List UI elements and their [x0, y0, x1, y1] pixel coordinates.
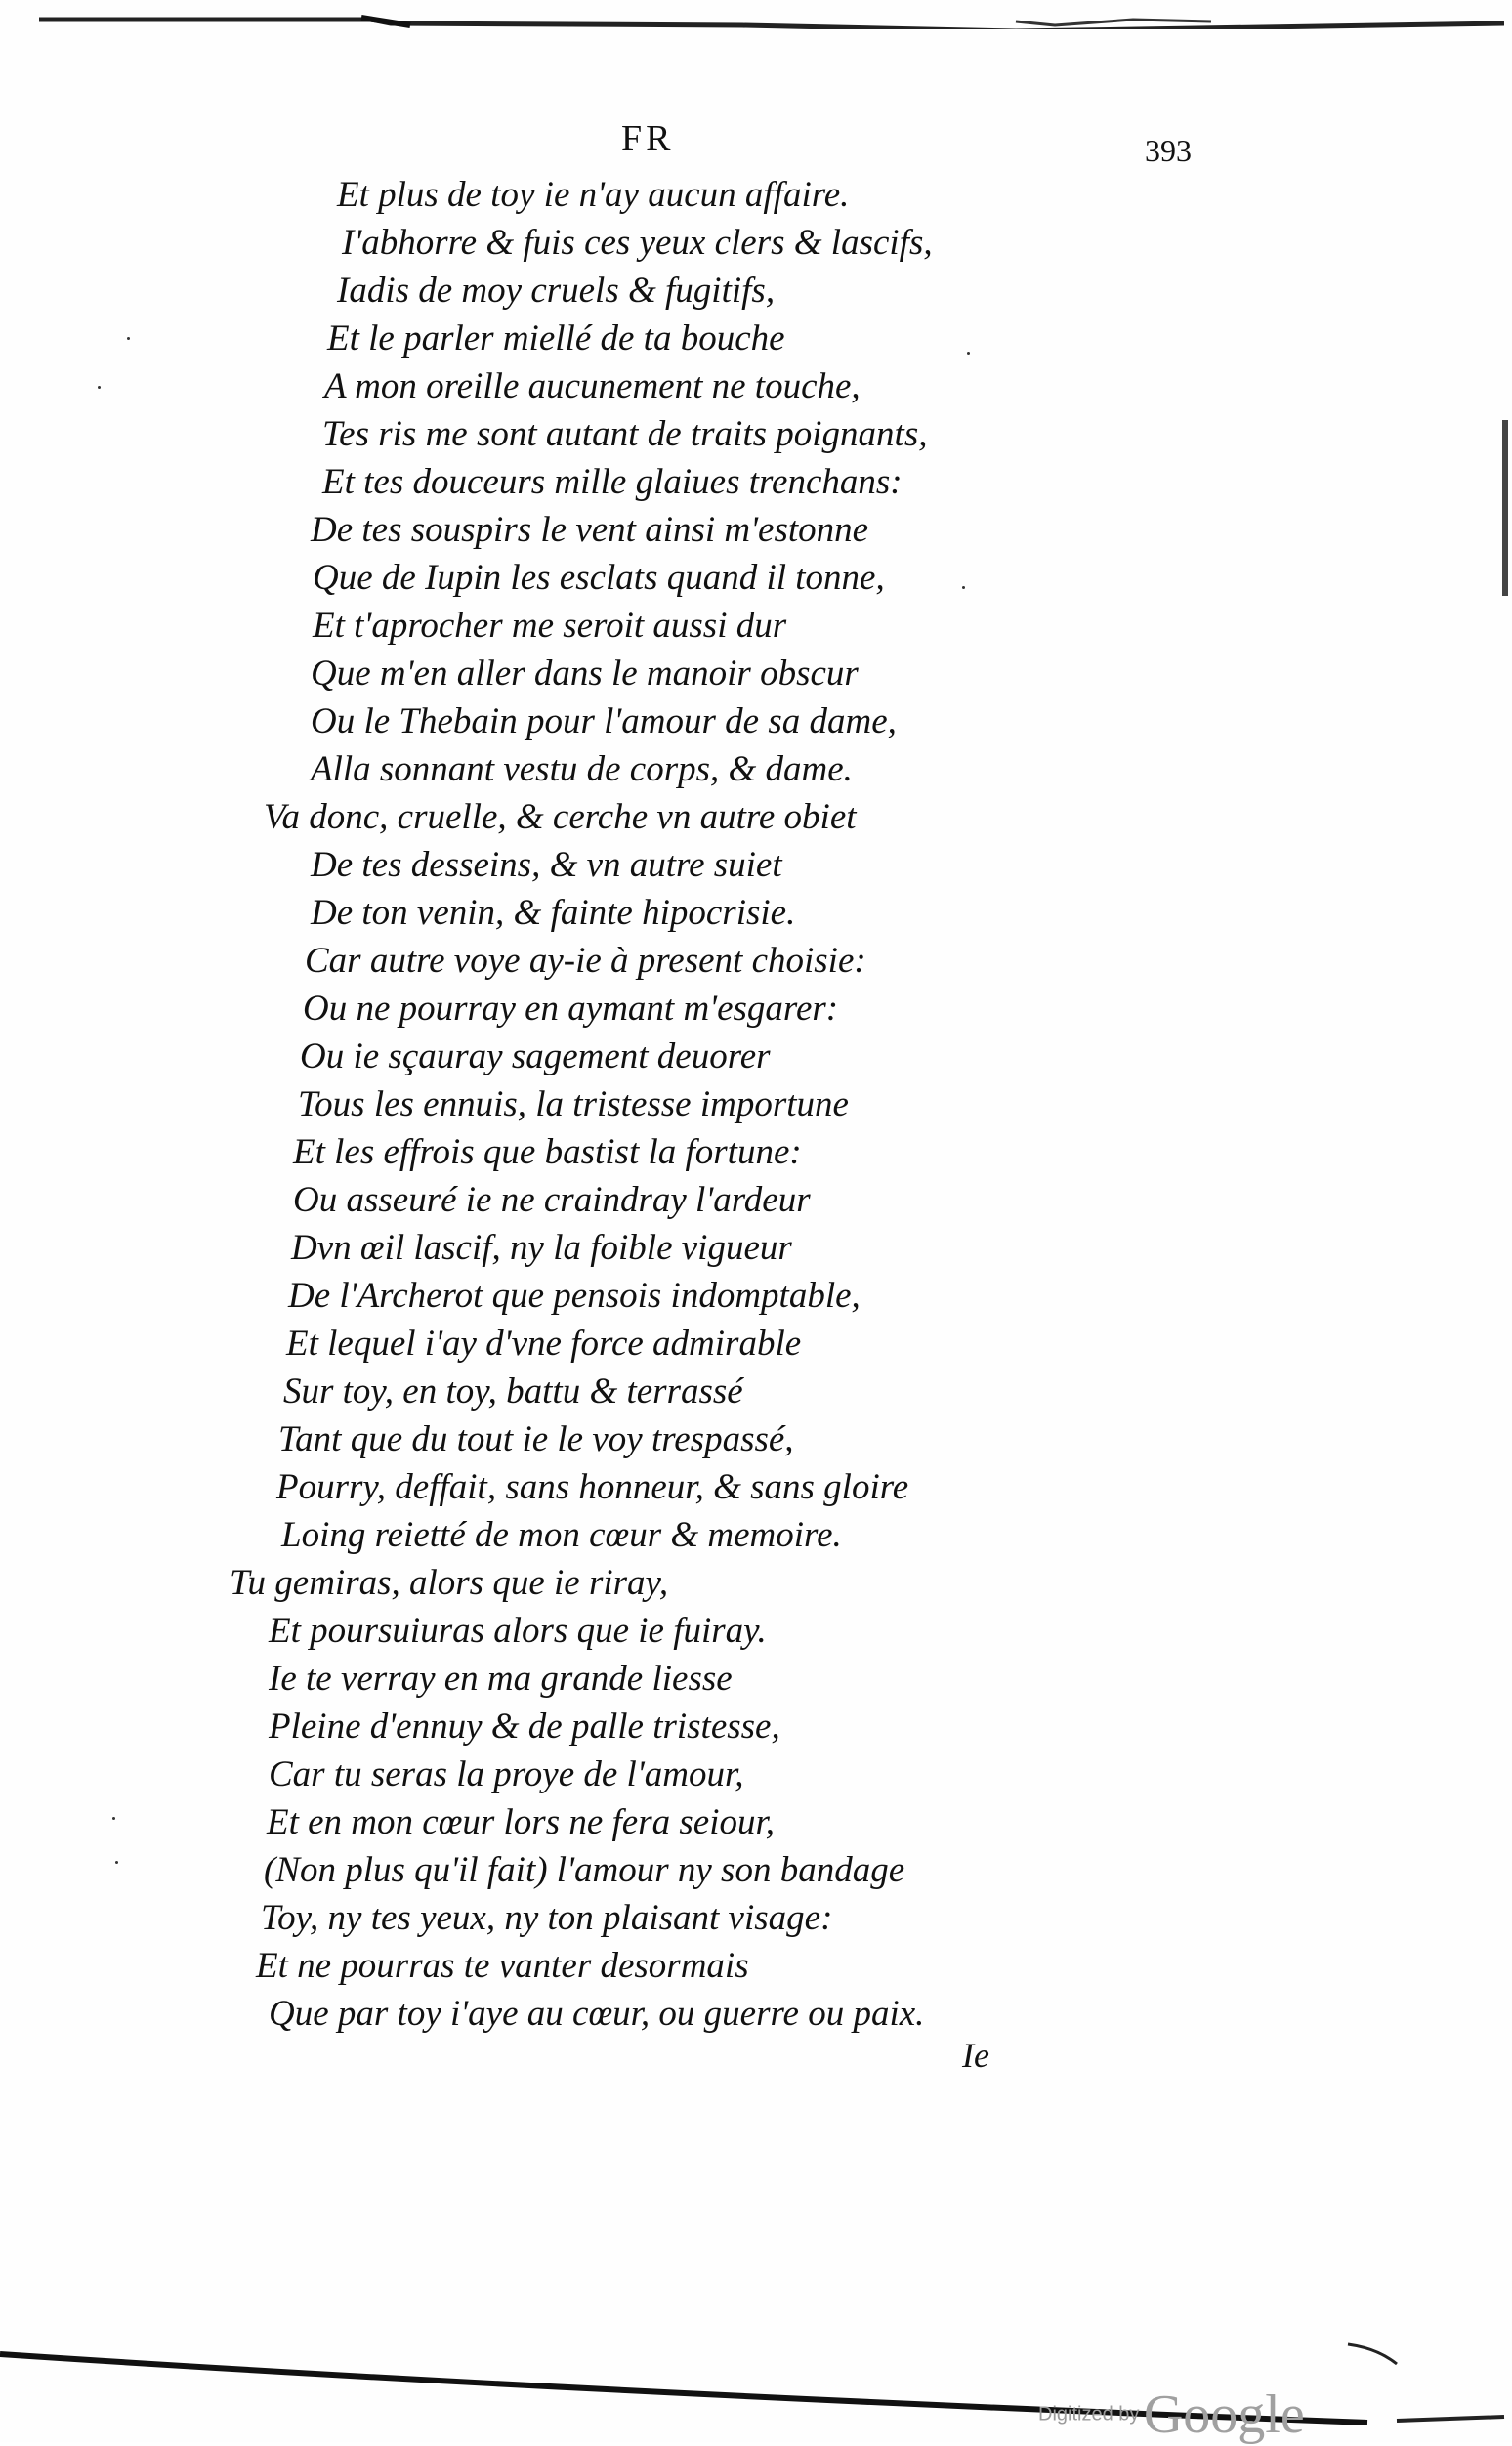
ink-speck [127, 337, 130, 340]
verse-line: Tant que du tout ie le voy trespassé, [278, 1419, 794, 1459]
verse-line: Pleine d'ennuy & de palle tristesse, [269, 1707, 780, 1747]
verse-line: Car tu seras la proye de l'amour, [269, 1754, 744, 1794]
verse-line: Et en mon cœur lors ne fera seiour, [267, 1802, 776, 1842]
ink-speck [98, 386, 101, 389]
verse-line: De tes desseins, & vn autre suiet [311, 845, 782, 885]
verse-line: De tes souspirs le vent ainsi m'estonne [311, 510, 869, 550]
ink-speck [115, 1861, 118, 1864]
verse-line: Tous les ennuis, la tristesse importune [298, 1084, 849, 1124]
verse-line: Et le parler miellé de ta bouche [327, 318, 785, 358]
ink-speck [112, 1817, 115, 1820]
right-edge-shadow [1502, 420, 1508, 596]
verse-line: (Non plus qu'il fait) l'amour ny son bandage [264, 1850, 905, 1890]
verse-line: Car autre voye ay-ie à present choisie: [305, 941, 866, 981]
verse-line: Tu gemiras, alors que ie riray, [230, 1563, 669, 1603]
running-head: FR [621, 118, 675, 159]
verse-line: Loing reietté de mon cœur & memoire. [281, 1515, 842, 1555]
digitized-by-google-watermark [1038, 2383, 1305, 2446]
verse-line: Et t'aprocher me seroit aussi dur [313, 606, 787, 646]
verse-line: Ou asseuré ie ne craindray l'ardeur [293, 1180, 811, 1220]
verse-line: Dvn œil lascif, ny la foible vigueur [291, 1228, 792, 1268]
verse-line: A mon oreille aucunement ne touche, [324, 366, 861, 406]
verse-line: Et les effrois que bastist la fortune: [293, 1132, 802, 1172]
watermark-prefix: Digitized by [1038, 2403, 1140, 2425]
verse-line: De ton venin, & fainte hipocrisie. [311, 893, 796, 933]
verse-line: Et poursuiuras alors que ie fuiray. [269, 1611, 767, 1651]
verse-line: I'abhorre & fuis ces yeux clers & lascifs, [342, 223, 933, 263]
top-edge-scan-artifact [39, 8, 1504, 29]
verse-line: Ou ie sçauray sagement deuorer [300, 1036, 771, 1076]
verse-line: De l'Archerot que pensois indomptable, [288, 1276, 861, 1316]
verse-line: Alla sonnant vestu de corps, & dame. [311, 749, 853, 789]
verse-line: Ie te verray en ma grande liesse [269, 1659, 733, 1699]
verse-line: Pourry, deffait, sans honneur, & sans gloire [276, 1467, 909, 1507]
verse-line: Que m'en aller dans le manoir obscur [311, 654, 859, 694]
verse-line: Que par toy i'aye au cœur, ou guerre ou paix. [269, 1994, 925, 2034]
verse-line: Iadis de moy cruels & fugitifs, [337, 271, 776, 311]
verse-line: Et tes douceurs mille glaiues trenchans: [322, 462, 903, 502]
verse-line: Sur toy, en toy, battu & terrassé [283, 1371, 743, 1412]
verse-line: Tes ris me sont autant de traits poignants, [322, 414, 928, 454]
verse-line: Que de Iupin les esclats quand il tonne, [313, 558, 885, 598]
verse-line: Ou le Thebain pour l'amour de sa dame, [311, 701, 897, 741]
verse-line: Ou ne pourray en aymant m'esgarer: [303, 989, 839, 1029]
ink-speck [962, 586, 965, 589]
ink-speck [967, 352, 970, 355]
verse-line: Et plus de toy ie n'ay aucun affaire. [337, 175, 850, 215]
google-logo: Google [1143, 2384, 1305, 2445]
verse-line: Et lequel i'ay d'vne force admirable [286, 1324, 802, 1364]
verse-line: Et ne pourras te vanter desormais [256, 1946, 749, 1986]
catchword: Ie [962, 2036, 989, 2075]
verse-line: Va donc, cruelle, & cerche vn autre obiet [264, 797, 857, 837]
verse-line: Toy, ny tes yeux, ny ton plaisant visage: [261, 1898, 833, 1938]
page-number: 393 [1145, 133, 1192, 168]
